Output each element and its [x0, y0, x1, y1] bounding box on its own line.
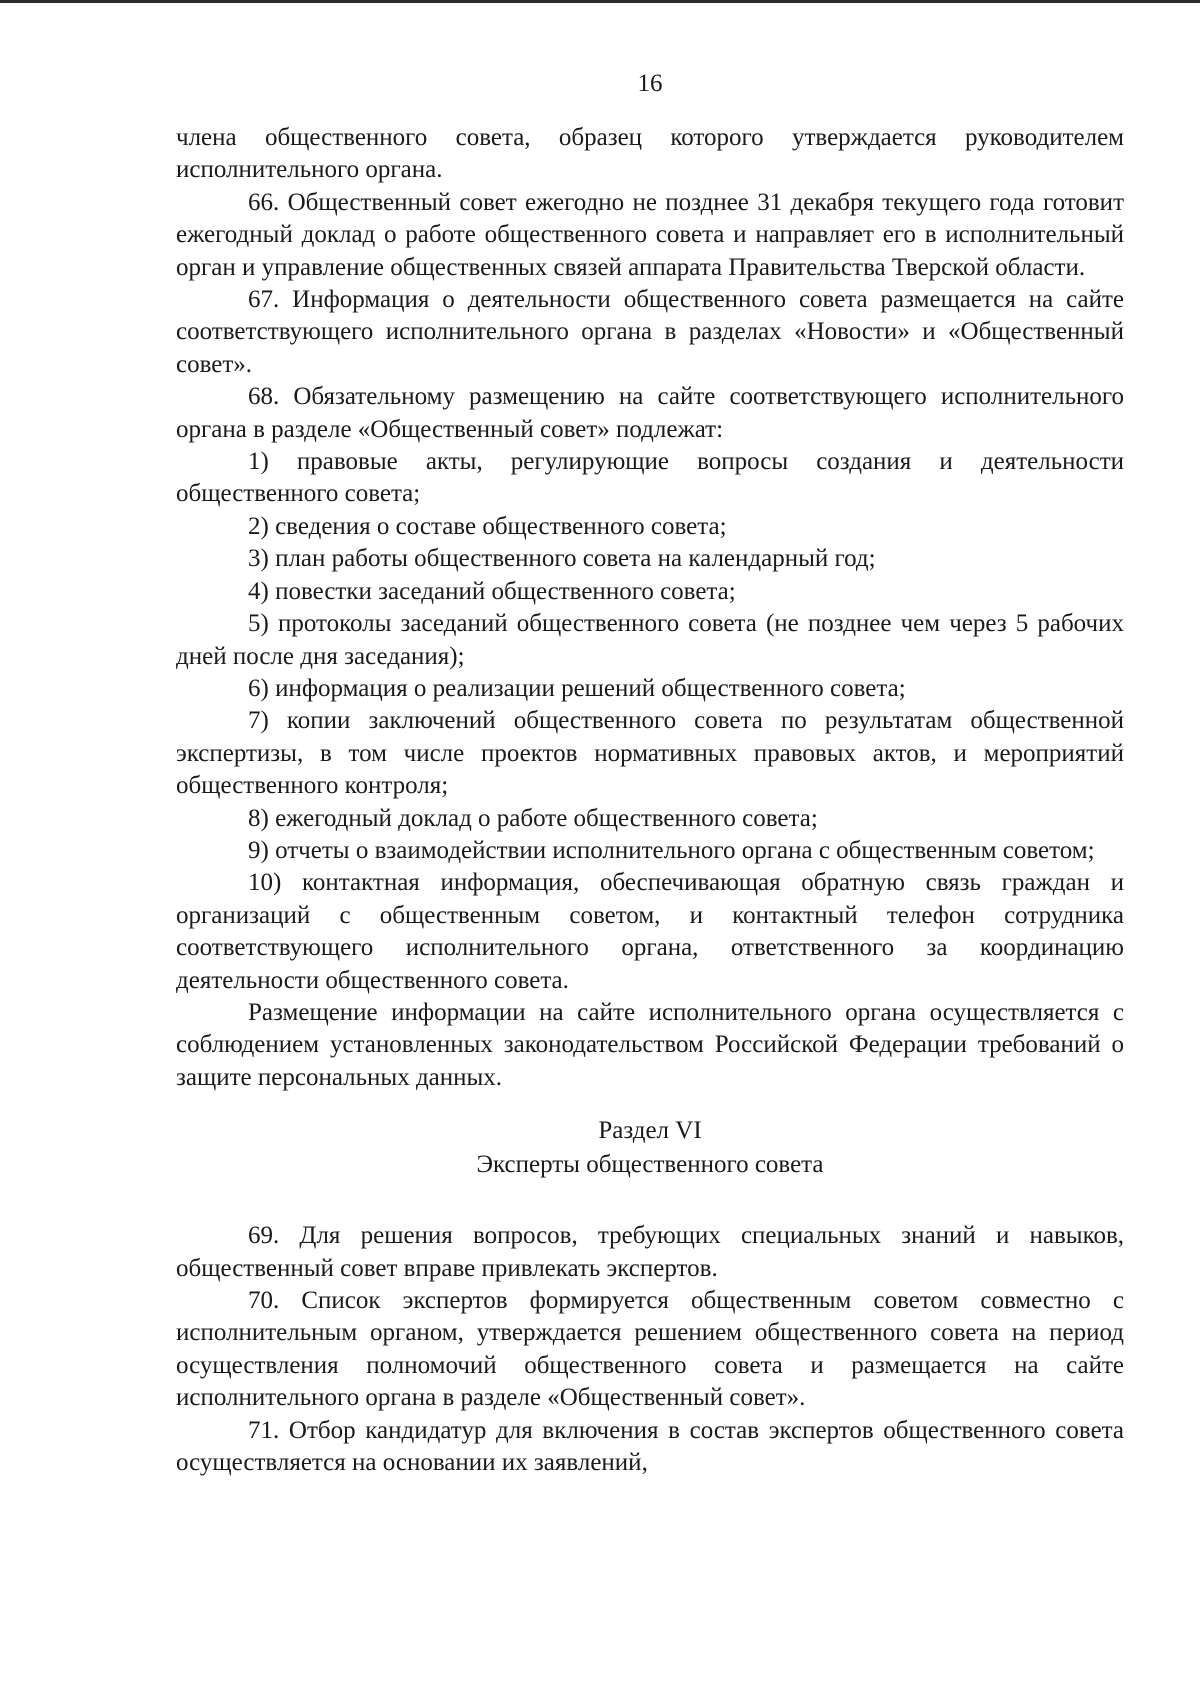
paragraph-71: 71. Отбор кандидатур для включения в состав экспертов общественного совета осуществляется на основании их заявлений,: [176, 1416, 1124, 1477]
paragraph-70: 70. Список экспертов формируется общественным советом совместно с исполнительным органом, утверждается решением общественного совета на период осуществления полномочий общественного совета и размещается на сайте исполнительного органа в разделе «Общественный совет».: [176, 1287, 1124, 1412]
list-item-1: 1) правовые акты, регулирующие вопросы создания и деятельности общественного совета;: [176, 448, 1124, 508]
list-item-8: 8) ежегодный доклад о работе общественного совета;: [248, 804, 818, 832]
list-item-9: 9) отчеты о взаимодействии исполнительного органа с общественным советом;: [248, 836, 1095, 864]
list-item-3: 3) план работы общественного совета на календарный год;: [248, 545, 876, 573]
list-item-7: 7) копии заключений общественного совета по результатам общественной экспертизы, в том числе проектов нормативных правовых актов, и мероприятий общественного контроля;: [176, 707, 1124, 800]
list-item-4: 4) повестки заседаний общественного совета;: [248, 577, 736, 605]
paragraph-67: 67. Информация о деятельности общественного совета размещается на сайте соответствующего исполнительного органа в разделах «Новости» и «Общественный совет».: [176, 286, 1124, 378]
section-title: Эксперты общественного совета: [476, 1151, 824, 1179]
list-item-2: 2) сведения о составе общественного совета;: [248, 512, 727, 540]
scan-top-edge: [0, 0, 1200, 3]
paragraph-placement-note: Размещение информации на сайте исполнительного органа осуществляется с соблюдением установленных законодательством Российской Федерации требований о защите персональных данных.: [176, 998, 1124, 1091]
paragraph-continuation: члена общественного совета, образец которого утверждается руководителем исполнительного органа.: [176, 124, 1124, 184]
paragraph-69: 69. Для решения вопросов, требующих специальных знаний и навыков, общественный совет вправе привлекать экспертов.: [176, 1222, 1124, 1282]
list-item-10: 10) контактная информация, обеспечивающая обратную связь граждан и организаций с общественным советом, и контактный телефон сотрудника соответствующего исполнительного органа, ответственного за координацию деятельности общественного совета.: [176, 869, 1124, 994]
section-heading: Раздел VI: [598, 1117, 702, 1145]
page-number: 16: [637, 70, 663, 97]
list-item-6: 6) информация о реализации решений общественного совета;: [248, 674, 906, 702]
list-item-5: 5) протоколы заседаний общественного совета (не позднее чем через 5 рабочих дней после дня заседания);: [176, 610, 1124, 670]
document-body: [176, 122, 1124, 1479]
paragraph-66: 66. Общественный совет ежегодно не позднее 31 декабря текущего года готовит ежегодный доклад о работе общественного совета и направляет его в исполнительный орган и управление общественных связей аппарата Правительства Тверской области.: [176, 188, 1124, 281]
paragraph-68: 68. Обязательному размещению на сайте соответствующего исполнительного органа в разделе «Общественный совет» подлежат:: [176, 383, 1124, 443]
